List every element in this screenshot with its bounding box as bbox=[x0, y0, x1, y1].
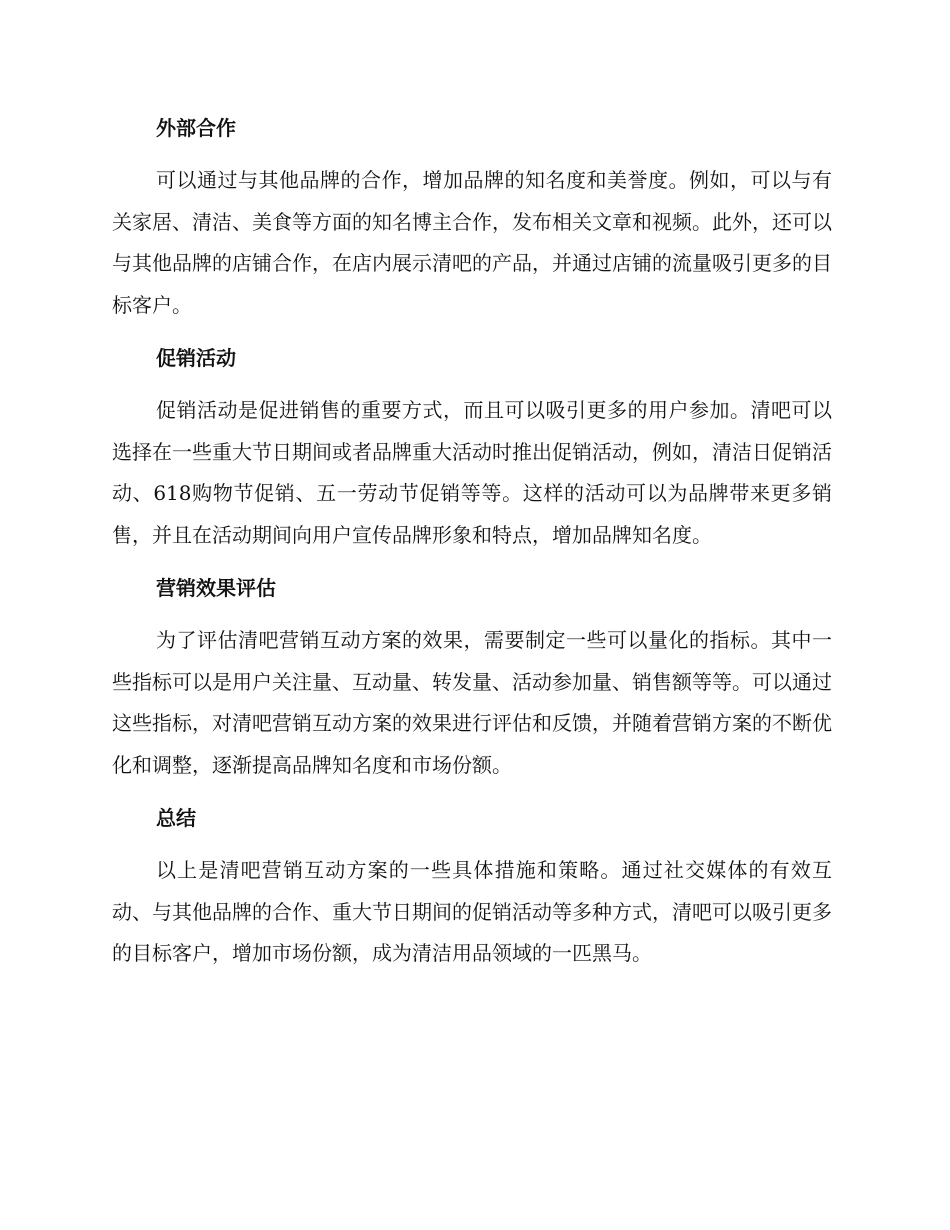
section-heading: 营销效果评估 bbox=[156, 576, 276, 600]
document-page bbox=[112, 108, 832, 987]
section-promotion bbox=[112, 338, 832, 556]
section-paragraph: 为了评估清吧营销互动方案的效果，需要制定一些可以量化的指标。其中一些指标可以是用户关注量、互动量、转发量、活动参加量、销售额等等。可以通过这些指标，对清吧营销互动方案的效果进行评估和反馈，并随着营销方案的不断优化和调整，逐渐提高品牌知名度和市场份额。 bbox=[112, 628, 832, 777]
section-heading: 总结 bbox=[156, 806, 196, 830]
section-paragraph: 促销活动是促进销售的重要方式，而且可以吸引更多的用户参加。清吧可以选择在一些重大节日期间或者品牌重大活动时推出促销活动，例如，清洁日促销活动、618购物节促销、五一劳动节促销等等。这样的活动可以为品牌带来更多销售，并且在活动期间向用户宣传品牌形象和特点，增加品牌知名度。 bbox=[112, 398, 832, 547]
section-heading: 促销活动 bbox=[156, 346, 236, 370]
section-paragraph: 可以通过与其他品牌的合作，增加品牌的知名度和美誉度。例如，可以与有关家居、清洁、美食等方面的知名博主合作，发布相关文章和视频。此外，还可以与其他品牌的店铺合作，在店内展示清吧的产品，并通过店铺的流量吸引更多的目标客户。 bbox=[112, 168, 832, 317]
section-evaluation bbox=[112, 568, 832, 786]
section-external-cooperation bbox=[112, 108, 832, 326]
section-paragraph: 以上是清吧营销互动方案的一些具体措施和策略。通过社交媒体的有效互动、与其他品牌的合作、重大节日期间的促销活动等多种方式，清吧可以吸引更多的目标客户，增加市场份额，成为清洁用品领域的一匹黑马。 bbox=[112, 858, 832, 965]
section-heading: 外部合作 bbox=[156, 116, 236, 140]
section-summary bbox=[112, 798, 832, 975]
